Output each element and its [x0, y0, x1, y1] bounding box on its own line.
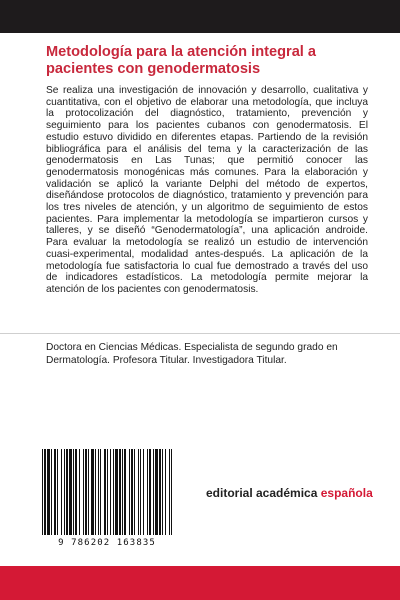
barcode-bar — [162, 449, 163, 535]
barcode-bar — [119, 449, 121, 535]
barcode-bar — [140, 449, 141, 535]
barcode-bar — [83, 449, 84, 535]
barcode-bar — [115, 449, 118, 535]
barcode-bar — [91, 449, 94, 535]
book-title: Metodología para la atención integral a pacientes con genodermatosis — [46, 44, 317, 77]
barcode-bar — [98, 449, 99, 535]
barcode-bar — [88, 449, 89, 535]
barcode-bar — [143, 449, 144, 535]
publisher-name-accent: española — [320, 486, 373, 500]
section-divider — [0, 333, 400, 334]
barcode-bar — [169, 449, 170, 535]
barcode-bar — [129, 449, 130, 535]
barcode-bar — [69, 449, 72, 535]
barcode-bar — [73, 449, 74, 535]
isbn-barcode — [38, 447, 176, 552]
book-abstract: Se realiza una investigación de innovación y desarrollo, cualitativa y cuantitativa, con el objetivo de elaborar una metodología, que incluya la protocolización del diagnóstico, tratamiento, prevención y seguimiento para los pacientes cubanos con genodermatosis. El estudio estuvo dividido en diferentes etapas. Partiendo de la revisión bibliográfica para el análisis del tema y la caracterización de las genodermatosis en Las Tunas; que permitió conocer las genodermatosis monogénicas más comunes. Para la elaboración y validación se aplicó la variante Delphi del método de expertos, diseñándose protocolos de diagnóstico, tratamiento y prevención para los tres niveles de atención, y un algoritmo de seguimiento de estos pacientes. Para implementar la metodología se impartieron cursos y talleres, y se diseñó “Genodermatología”, una aplicación androide. Para evaluar la metodología se realizó un estudio de intervención cuasi-experimental, modalidad antes-después. La aplicación de la metodología fue satisfactoria lo cual fue demostrado a través del uso de indicadores estadísticos. La metodología permite mejorar la atención de los pacientes con genodermatosis. — [46, 85, 368, 295]
barcode-bar — [57, 449, 58, 535]
barcode-bars — [38, 447, 176, 539]
barcode-bar — [165, 449, 166, 535]
barcode-bar — [100, 449, 101, 535]
barcode-bar — [124, 449, 126, 535]
barcode-bar — [85, 449, 87, 535]
barcode-bar — [44, 449, 46, 535]
top-black-band — [0, 0, 400, 33]
barcode-bar — [155, 449, 158, 535]
barcode-bar — [131, 449, 133, 535]
publisher-logo — [206, 486, 373, 500]
barcode-bar — [75, 449, 77, 535]
barcode-bar — [54, 449, 56, 535]
barcode-bar — [66, 449, 68, 535]
barcode-bar — [113, 449, 114, 535]
publisher-name: editorial académica — [206, 486, 321, 500]
barcode-bar — [95, 449, 96, 535]
barcode-bar — [64, 449, 65, 535]
barcode-bar — [107, 449, 108, 535]
barcode-bar — [61, 449, 62, 535]
barcode-bar — [110, 449, 111, 535]
barcode-bar — [138, 449, 139, 535]
barcode-bar — [159, 449, 161, 535]
bottom-red-band — [0, 566, 400, 600]
barcode-bar — [79, 449, 80, 535]
barcode-bar — [104, 449, 106, 535]
author-bio: Doctora en Ciencias Médicas. Especialista de segundo grado en Dermatología. Profesora Titular. Investigadora Titular. — [46, 342, 338, 366]
barcode-bar — [153, 449, 154, 535]
barcode-bar — [134, 449, 135, 535]
barcode-bar — [42, 449, 43, 535]
barcode-bar — [149, 449, 151, 535]
barcode-bar — [171, 449, 172, 535]
barcode-bar — [47, 449, 50, 535]
barcode-bar — [147, 449, 148, 535]
barcode-bar — [122, 449, 123, 535]
barcode-bar — [51, 449, 52, 535]
isbn-number: 9 786202 163835 — [58, 538, 156, 548]
